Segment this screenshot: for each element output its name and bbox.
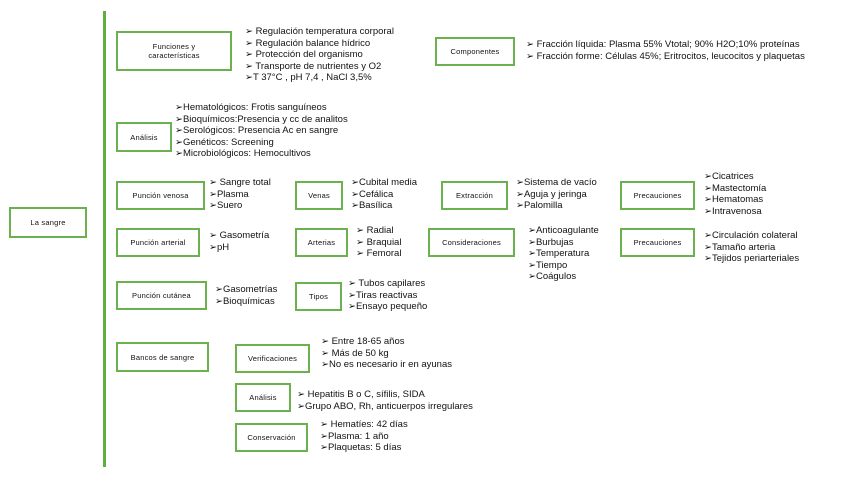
list-item: ➢ Transporte de nutrientes y O2 bbox=[245, 60, 382, 72]
precauciones-venosa-node bbox=[620, 181, 695, 210]
verificaciones-node bbox=[235, 344, 310, 373]
funciones-list bbox=[245, 26, 394, 84]
puncion-cutanea-list bbox=[215, 284, 277, 307]
list-item: ➢Microbiológicos: Hemocultivos bbox=[175, 148, 311, 160]
list-item: ➢Temperatura bbox=[528, 248, 590, 260]
bancos-analisis-list bbox=[297, 389, 473, 412]
list-item: ➢ Más de 50 kg bbox=[321, 347, 389, 359]
list-item: ➢Tamaño arteria bbox=[704, 241, 776, 253]
arterias-label: Arterias bbox=[307, 238, 336, 247]
list-item: ➢Circulación colateral bbox=[704, 230, 798, 241]
venas-label: Venas bbox=[308, 191, 330, 200]
list-item: ➢ Hematíes: 42 días bbox=[320, 419, 408, 430]
bancos-label: Bancos de sangre bbox=[130, 352, 195, 362]
list-item: ➢Tejidos periarteriales bbox=[704, 253, 800, 265]
venas-list bbox=[351, 177, 417, 212]
componentes-node bbox=[435, 37, 515, 66]
conservacion-label: Conservación bbox=[247, 433, 296, 442]
bancos-node bbox=[116, 342, 209, 372]
list-item: ➢ Entre 18-65 años bbox=[321, 336, 405, 347]
list-item: ➢No es necesario ir en ayunas bbox=[321, 359, 453, 371]
list-item: ➢Aguja y jeringa bbox=[516, 188, 587, 200]
verificaciones-label: Verificaciones bbox=[247, 354, 298, 363]
tipos-label: Tipos bbox=[308, 292, 329, 301]
list-item: ➢Palomilla bbox=[516, 200, 563, 212]
list-item: ➢Cefálica bbox=[351, 188, 394, 200]
list-item: ➢ Regulación balance hídrico bbox=[245, 37, 371, 49]
funciones-node bbox=[116, 31, 232, 71]
list-item: ➢Plaquetas: 5 días bbox=[320, 442, 402, 454]
list-item: ➢Ensayo pequeño bbox=[348, 301, 428, 313]
bancos-analisis-node bbox=[235, 383, 291, 412]
consideraciones-list bbox=[528, 225, 599, 283]
list-item: ➢ Sangre total bbox=[209, 177, 271, 188]
list-item: ➢pH bbox=[209, 241, 230, 253]
list-item: ➢Gasometrías bbox=[215, 284, 278, 295]
list-item: ➢ Radial bbox=[356, 225, 394, 236]
list-item: ➢Suero bbox=[209, 200, 243, 212]
list-item: ➢ Tubos capilares bbox=[348, 278, 426, 289]
list-item: ➢Basílica bbox=[351, 200, 393, 212]
tipos-list bbox=[348, 278, 427, 313]
componentes-label: Componentes bbox=[450, 47, 500, 56]
analisis-list bbox=[175, 102, 348, 160]
root-label: La sangre bbox=[30, 218, 66, 227]
puncion-arterial-node bbox=[116, 228, 200, 257]
list-item: ➢Hematomas bbox=[704, 194, 764, 206]
list-item: ➢Tiras reactivas bbox=[348, 289, 418, 301]
tipos-node bbox=[295, 282, 342, 311]
extraccion-label: Extracción bbox=[455, 191, 493, 200]
list-item: ➢Cicatrices bbox=[704, 171, 754, 182]
root-node bbox=[9, 207, 87, 238]
list-item: ➢Sistema de vacío bbox=[516, 177, 597, 188]
list-item: ➢Intravenosa bbox=[704, 205, 762, 217]
list-item: ➢Tiempo bbox=[528, 259, 568, 271]
extraccion-list bbox=[516, 177, 597, 212]
arterias-node bbox=[295, 228, 348, 257]
list-item: ➢Cubital media bbox=[351, 177, 418, 188]
componentes-list bbox=[526, 39, 805, 62]
list-item: ➢Hematológicos: Frotis sanguíneos bbox=[175, 102, 327, 113]
puncion-venosa-node bbox=[116, 181, 205, 210]
list-item: ➢ Braquial bbox=[356, 236, 402, 248]
list-item: ➢ Fracción líquida: Plasma 55% Vtotal; 90% H2O;10% proteínas bbox=[526, 39, 800, 50]
precauciones-arterial-label: Precauciones bbox=[633, 238, 682, 247]
list-item: ➢Mastectomía bbox=[704, 182, 767, 194]
list-item: ➢Bioquímicos:Presencia y cc de analitos bbox=[175, 113, 348, 125]
puncion-venosa-list bbox=[209, 177, 271, 212]
funciones-label: Funciones y características bbox=[148, 42, 200, 60]
list-item: ➢ Protección del organismo bbox=[245, 49, 363, 61]
analisis-label: Análisis bbox=[130, 132, 158, 142]
list-item: ➢Grupo ABO, Rh, anticuerpos irregulares bbox=[297, 400, 473, 412]
verificaciones-list bbox=[321, 336, 452, 371]
list-item: ➢ Regulación temperatura corporal bbox=[245, 26, 394, 37]
list-item: ➢ Hepatitis B o C, sífilis, SIDA bbox=[297, 389, 425, 400]
conservacion-node bbox=[235, 423, 308, 452]
consideraciones-node bbox=[428, 228, 515, 257]
list-item: ➢Plasma: 1 año bbox=[320, 430, 389, 442]
consideraciones-label: Consideraciones bbox=[442, 238, 501, 247]
puncion-venosa-label: Punción venosa bbox=[132, 191, 189, 200]
puncion-cutanea-label: Punción cutánea bbox=[132, 291, 191, 300]
list-item: ➢Anticoagulante bbox=[528, 225, 599, 236]
puncion-arterial-label: Punción arterial bbox=[130, 238, 186, 247]
list-item: ➢Serológicos: Presencia Ac en sangre bbox=[175, 125, 339, 137]
list-item: ➢Burbujas bbox=[528, 236, 574, 248]
list-item: ➢ Fracción forme: Células 45%; Eritrocitos, leucocitos y plaquetas bbox=[526, 50, 805, 62]
list-item: ➢Bioquímicas bbox=[215, 295, 275, 307]
venas-node bbox=[295, 181, 343, 210]
arterias-list bbox=[356, 225, 401, 260]
connector-line bbox=[103, 11, 106, 467]
bancos-analisis-label: Análisis bbox=[249, 393, 277, 402]
list-item: ➢ Femoral bbox=[356, 248, 402, 260]
puncion-cutanea-node bbox=[116, 281, 207, 310]
analisis-node bbox=[116, 122, 172, 152]
puncion-arterial-list bbox=[209, 230, 269, 253]
list-item: ➢ Gasometría bbox=[209, 230, 270, 241]
list-item: ➢Plasma bbox=[209, 188, 249, 200]
list-item: ➢Genéticos: Screening bbox=[175, 136, 274, 148]
precauciones-arterial-node bbox=[620, 228, 695, 257]
extraccion-node bbox=[441, 181, 508, 210]
list-item: ➢T 37°C , pH 7,4 , NaCl 3,5% bbox=[245, 72, 372, 84]
precauciones-arterial-list bbox=[704, 230, 799, 265]
precauciones-venosa-list bbox=[704, 171, 766, 217]
conservacion-list bbox=[320, 419, 408, 454]
precauciones-venosa-label: Precauciones bbox=[633, 191, 682, 200]
list-item: ➢Coágulos bbox=[528, 271, 577, 283]
